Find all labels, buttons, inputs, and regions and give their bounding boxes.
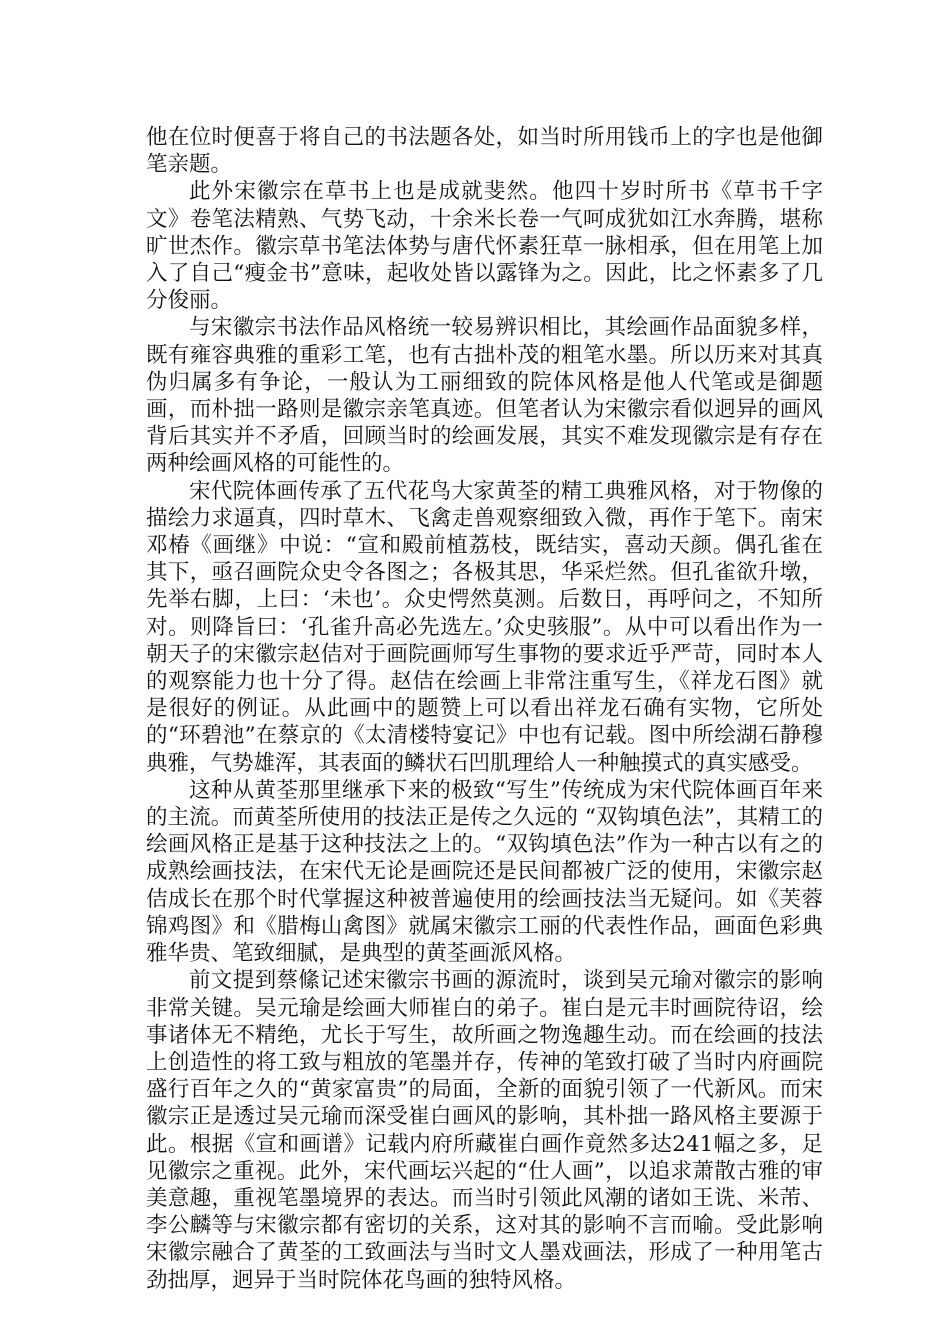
paragraph-painting-styles: 与宋徽宗书法作品风格统一较易辨识相比，其绘画作品面貌多样，既有雍容典雅的重彩工笔，也有古拙朴茂的粗笔水墨。所以历来对其真伪归属多有争论，一般认为工丽细致的院体风格是他人代笔或是御题画，而朴拙一路则是徽宗亲笔真迹。但笔者认为宋徽宗看似迥异的画风背后其实并不矛盾，回顾当时的绘画发展，其实不难发现徽宗是有存在两种绘画风格的可能性的。: [146, 315, 823, 477]
paragraph-cui-bai-influence: 前文提到蔡絛记述宋徽宗书画的源流时，谈到吴元瑜对徽宗的影响非常关键。吴元瑜是绘画大师崔白的弟子。崔白是元丰时画院待诏，绘事诸体无不精绝，尤长于写生，故所画之物逸趣生动。而在绘画的技法上创造性的将工致与粗放的笔墨并存，传神的笔致打破了当时内府画院盛行百年之久的“黄家富贵”的局面，全新的面貌引领了一代新风。而宋徽宗正是透过吴元瑜而深受崔白画风的影响，其朴拙一路风格主要源于此。根据《宣和画谱》记载内府所藏崔白画作竟然多达241幅之多，足见徽宗之重视。此外，宋代画坛兴起的“仕人画”，以追求萧散古雅的审美意趣，重视笔墨境界的表达。而当时引领此风潮的诸如王诜、米芾、李公麟等与宋徽宗都有密切的关系，这对其的影响不言而喻。受此影响宋徽宗融合了黄荃的工致画法与当时文人墨戏画法，形成了一种用笔古劲拙厚，迥异于当时院体花鸟画的独特风格。: [146, 968, 823, 1293]
paragraph-cursive-script: 此外宋徽宗在草书上也是成就斐然。他四十岁时所书《草书千字文》卷笔法精熟、气势飞动，十余米长卷一气呵成犹如江水奔腾，堪称旷世杰作。徽宗草书笔法体势与唐代怀素狂草一脉相承，但在用笔上加入了自己“瘦金书”意味，起收处皆以露锋为之。因此，比之怀素多了几分俊丽。: [146, 179, 823, 314]
paragraph-sketching-tradition: 这种从黄荃那里继承下来的极致“写生”传统成为宋代院体画百年来的主流。而黄荃所使用的技法正是传之久远的 “双钩填色法”，其精工的绘画风格正是基于这种技法之上的。“双钩填色法”作为一种古以有之的成熟绘画技法，在宋代无论是画院还是民间都被广泛的使用，宋徽宗赵佶成长在那个时代掌握这种被普遍使用的绘画技法当无疑问。如《芙蓉锦鸡图》和《腊梅山禽图》就属宋徽宗工丽的代表性作品，画面色彩典雅华贵、笔致细腻，是典型的黄荃画派风格。: [146, 777, 823, 967]
paragraph-continuation: 他在位时便喜于将自己的书法题各处，如当时所用钱币上的字也是他御笔亲题。: [146, 125, 823, 178]
document-body: [146, 124, 823, 1294]
paragraph-academy-painting: 宋代院体画传承了五代花鸟大家黄荃的精工典雅风格，对于物像的描绘力求逼真，四时草木、飞禽走兽观察细致入微，再作于笔下。南宋邓椿《画继》中说：“宣和殿前植荔枝，既结实，喜动天颜。偶孔雀在其下，亟召画院众史令各图之；各极其思，华采烂然。但孔雀欲升墩，先举右脚，上曰：‘未也’。众史愕然莫测。后数日，再呼问之，不知所对。则降旨曰：‘孔雀升高必先选左。’众史骇服”。从中可以看出作为一朝天子的宋徽宗赵佶对于画院画师写生事物的要求近乎严苛，同时本人的观察能力也十分了得。赵佶在绘画上非常注重写生，《祥龙石图》就是很好的例证。从此画中的题赞上可以看出祥龙石确有实物，它所处的“环碧池”在蔡京的《太清楼特宴记》中也有记载。图中所绘湖石静穆典雅，气势雄浑，其表面的鳞状石凹肌理给人一种触摸式的真实感受。: [146, 478, 823, 776]
